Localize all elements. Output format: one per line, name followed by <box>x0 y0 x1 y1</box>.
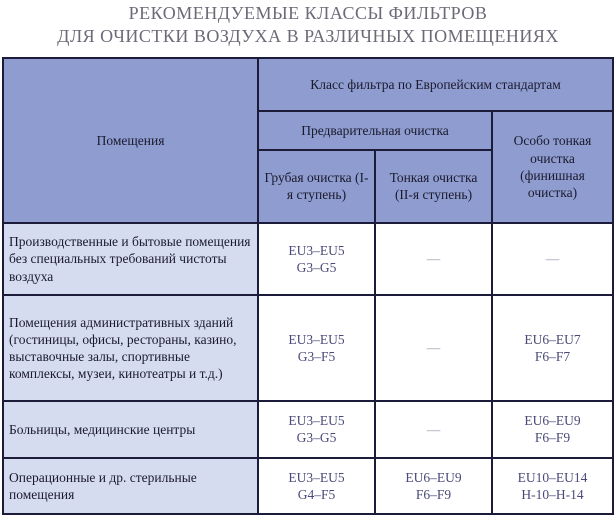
coarse-g: G3–F5 <box>297 349 336 365</box>
page-title: РЕКОМЕНДУЕМЫЕ КЛАССЫ ФИЛЬТРОВ <box>128 3 488 23</box>
fine-value: — <box>426 421 441 437</box>
header-fine: Тонкая очистка (II-я ступень) <box>375 150 492 223</box>
coarse-eu: EU3–EU5 <box>288 242 345 258</box>
fine-cell <box>375 295 492 401</box>
special-eu: EU6–EU9 <box>524 413 581 429</box>
room-cell: Операционные и др. стерильные помещения <box>3 458 258 514</box>
coarse-g: G4–F5 <box>297 486 336 502</box>
special-h: H-10–H-14 <box>521 486 584 502</box>
room-cell: Помещения административных зданий (гостиницы, офисы, рестораны, казино, выставочные залы, спортивные комплексы, музеи, кинотеатры и т.д.) <box>3 295 258 401</box>
coarse-eu: EU3–EU5 <box>288 331 345 347</box>
fine-f: F6–F9 <box>415 486 452 502</box>
fine-value: — <box>426 251 441 267</box>
special-eu: EU10–EU14 <box>517 469 588 485</box>
special-cell <box>492 401 613 458</box>
special-cell <box>492 295 613 401</box>
coarse-eu: EU3–EU5 <box>288 413 345 429</box>
fine-value: — <box>426 340 441 356</box>
special-f: F6–F7 <box>534 349 571 365</box>
room-cell: Больницы, медицинские центры <box>3 401 258 458</box>
fine-cell <box>375 401 492 458</box>
table-row <box>3 295 613 401</box>
fine-cell <box>375 223 492 295</box>
coarse-g: G3–G5 <box>296 260 337 275</box>
room-cell: Производственные и бытовые помещения без специальных требований чистоты воздуха <box>3 223 258 295</box>
coarse-eu: EU3–EU5 <box>288 469 345 485</box>
table-row <box>3 401 613 458</box>
special-f: F6–F9 <box>534 430 571 446</box>
special-eu: EU6–EU7 <box>524 331 581 347</box>
header-preliminary: Предварительная очистка <box>258 111 492 150</box>
special-value: — <box>545 251 560 267</box>
filter-classes-table <box>2 57 614 515</box>
header-coarse: Грубая очистка (I-я ступень) <box>258 150 375 223</box>
coarse-g: G3–G5 <box>296 430 337 446</box>
table-row <box>3 458 613 514</box>
coarse-cell <box>258 401 375 458</box>
coarse-cell <box>258 295 375 401</box>
header-rooms: Помещения <box>3 58 258 223</box>
table-row <box>3 223 613 295</box>
special-cell <box>492 223 613 295</box>
page-subtitle: ДЛЯ ОЧИСТКИ ВОЗДУХА В РАЗЛИЧНЫХ ПОМЕЩЕНИЯХ <box>57 26 559 46</box>
fine-cell <box>375 458 492 514</box>
header-class-european: Класс фильтра по Европейским стандартам <box>258 58 613 111</box>
header-special: Особо тонкая очистка (финишная очистка) <box>492 111 613 223</box>
coarse-cell <box>258 223 375 295</box>
fine-eu: EU6–EU9 <box>405 469 462 485</box>
coarse-cell <box>258 458 375 514</box>
special-cell <box>492 458 613 514</box>
